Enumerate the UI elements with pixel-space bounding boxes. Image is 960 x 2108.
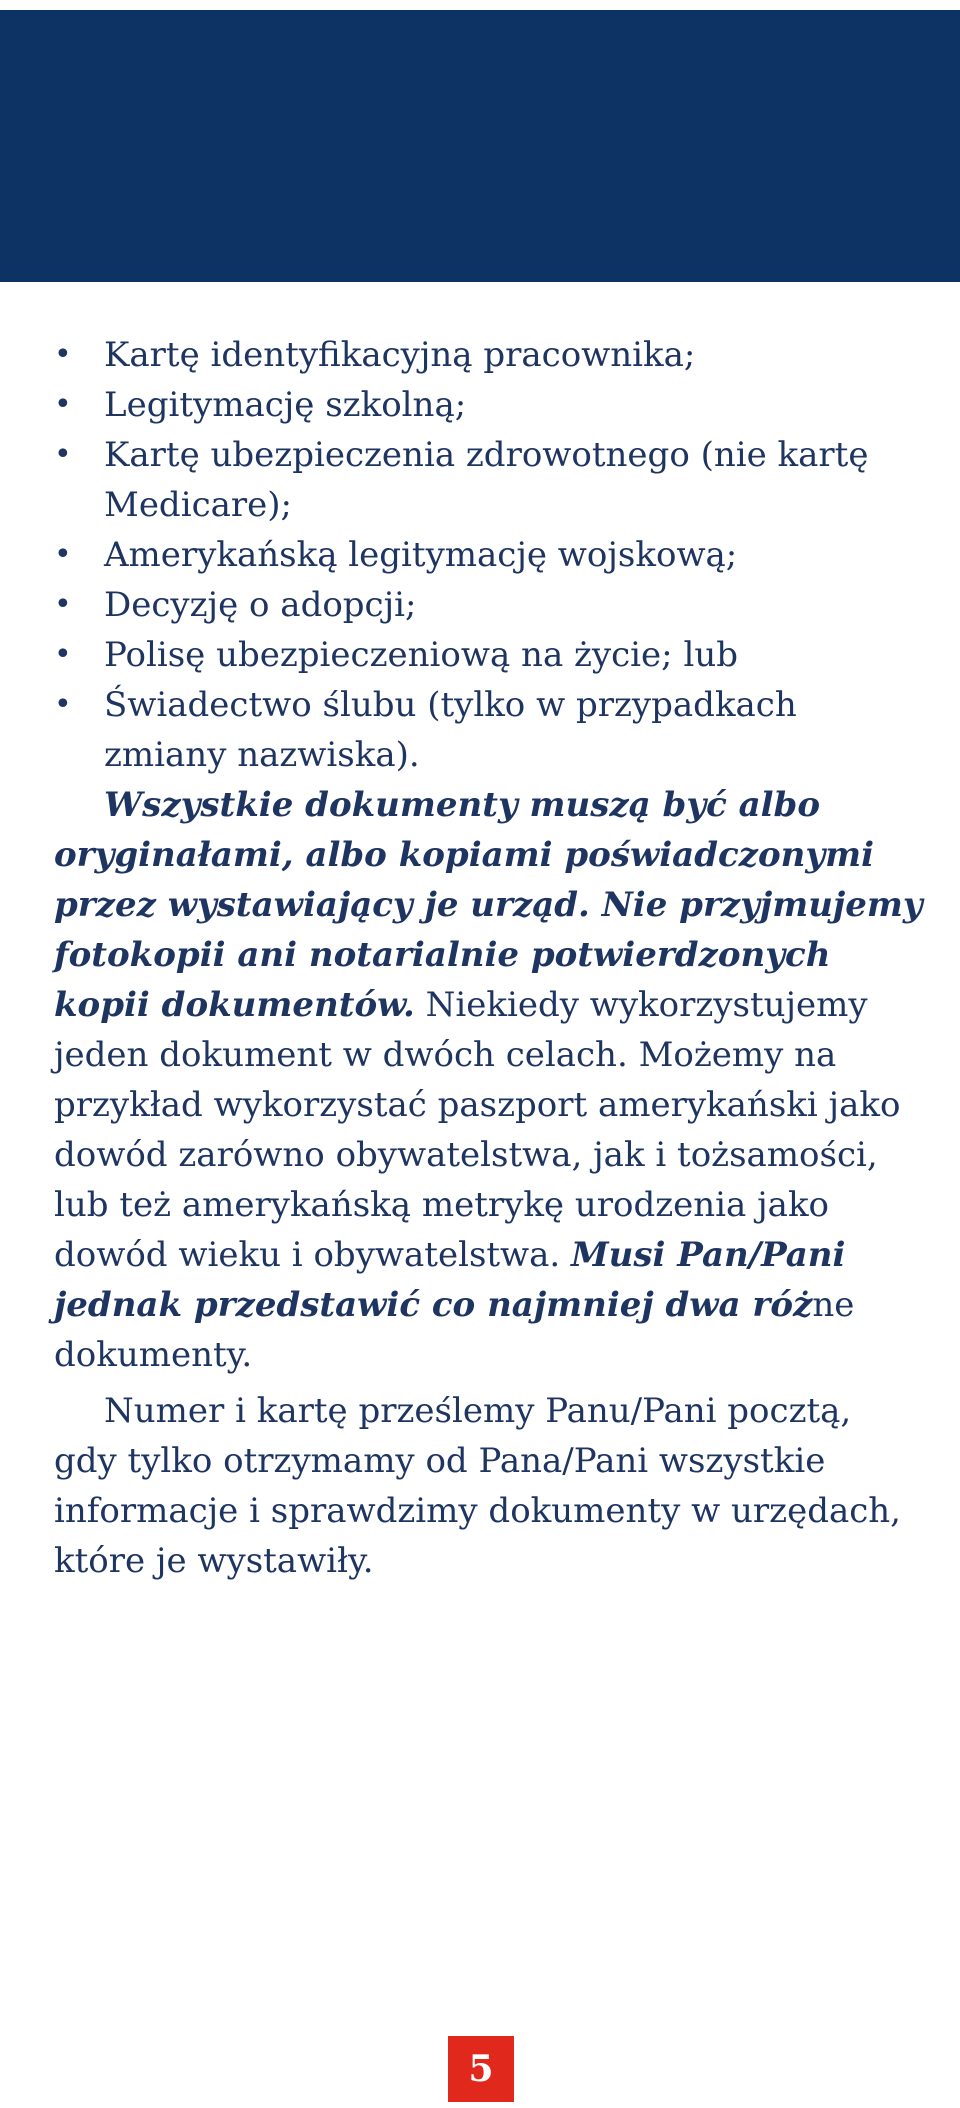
main-content <box>54 330 924 1586</box>
two-documents-text: ne dokumenty. <box>54 1285 855 1375</box>
bullet-icon: • <box>54 437 72 472</box>
list-item: • Legitymację szkolną; <box>54 380 924 430</box>
bullet-icon: • <box>54 637 72 672</box>
bullet-icon: • <box>54 687 72 722</box>
list-item: • Decyzję o adopcji; <box>54 580 924 630</box>
document-requirements-paragraph <box>54 780 924 1380</box>
list-item: • Amerykańską legitymację wojskową; <box>54 530 924 580</box>
bullet-icon: • <box>54 337 72 372</box>
requirements-text: Niekiedy wykorzystujemy jeden dokument w dwóch celach. Możemy na przykład wykorzystać paszport amerykański jako dowód zarówno obywatelstwa, jak i tożsamości, lub też amerykańską metrykę urodzenia jako dowód wieku i obywatelstwa. <box>54 985 901 1275</box>
accepted-documents-list <box>54 330 924 780</box>
bullet-icon: • <box>54 387 72 422</box>
list-item: • Kartę ubezpieczenia zdrowotnego (nie kartę Medicare); <box>54 430 924 530</box>
page-number: 5 <box>448 2036 514 2102</box>
bullet-icon: • <box>54 587 72 622</box>
list-item: • Polisę ubezpieczeniową na życie; lub <box>54 630 924 680</box>
list-item: • Świadectwo ślubu (tylko w przypadkach zmiany nazwiska). <box>54 680 924 780</box>
two-documents-emphasis: Musi Pan/Pani jednak przedstawić co najmniej dwa róż <box>54 1235 846 1325</box>
header-band <box>0 10 960 282</box>
list-item: • Kartę identyfikacyjną pracownika; <box>54 330 924 380</box>
bullet-icon: • <box>54 537 72 572</box>
requirements-emphasis: Wszystkie dokumenty muszą być albo oryginałami, albo kopiami poświadczonymi przez wystawiający je urząd. Nie przyjmujemy fotokopii ani notarialnie potwierdzonych kopii dokumentów. <box>54 785 923 1025</box>
mailing-paragraph: Numer i kartę prześlemy Panu/Pani pocztą, gdy tylko otrzymamy od Pana/Pani wszystkie informacje i sprawdzimy dokumenty w urzędach, które je wystawiły. <box>54 1391 901 1581</box>
